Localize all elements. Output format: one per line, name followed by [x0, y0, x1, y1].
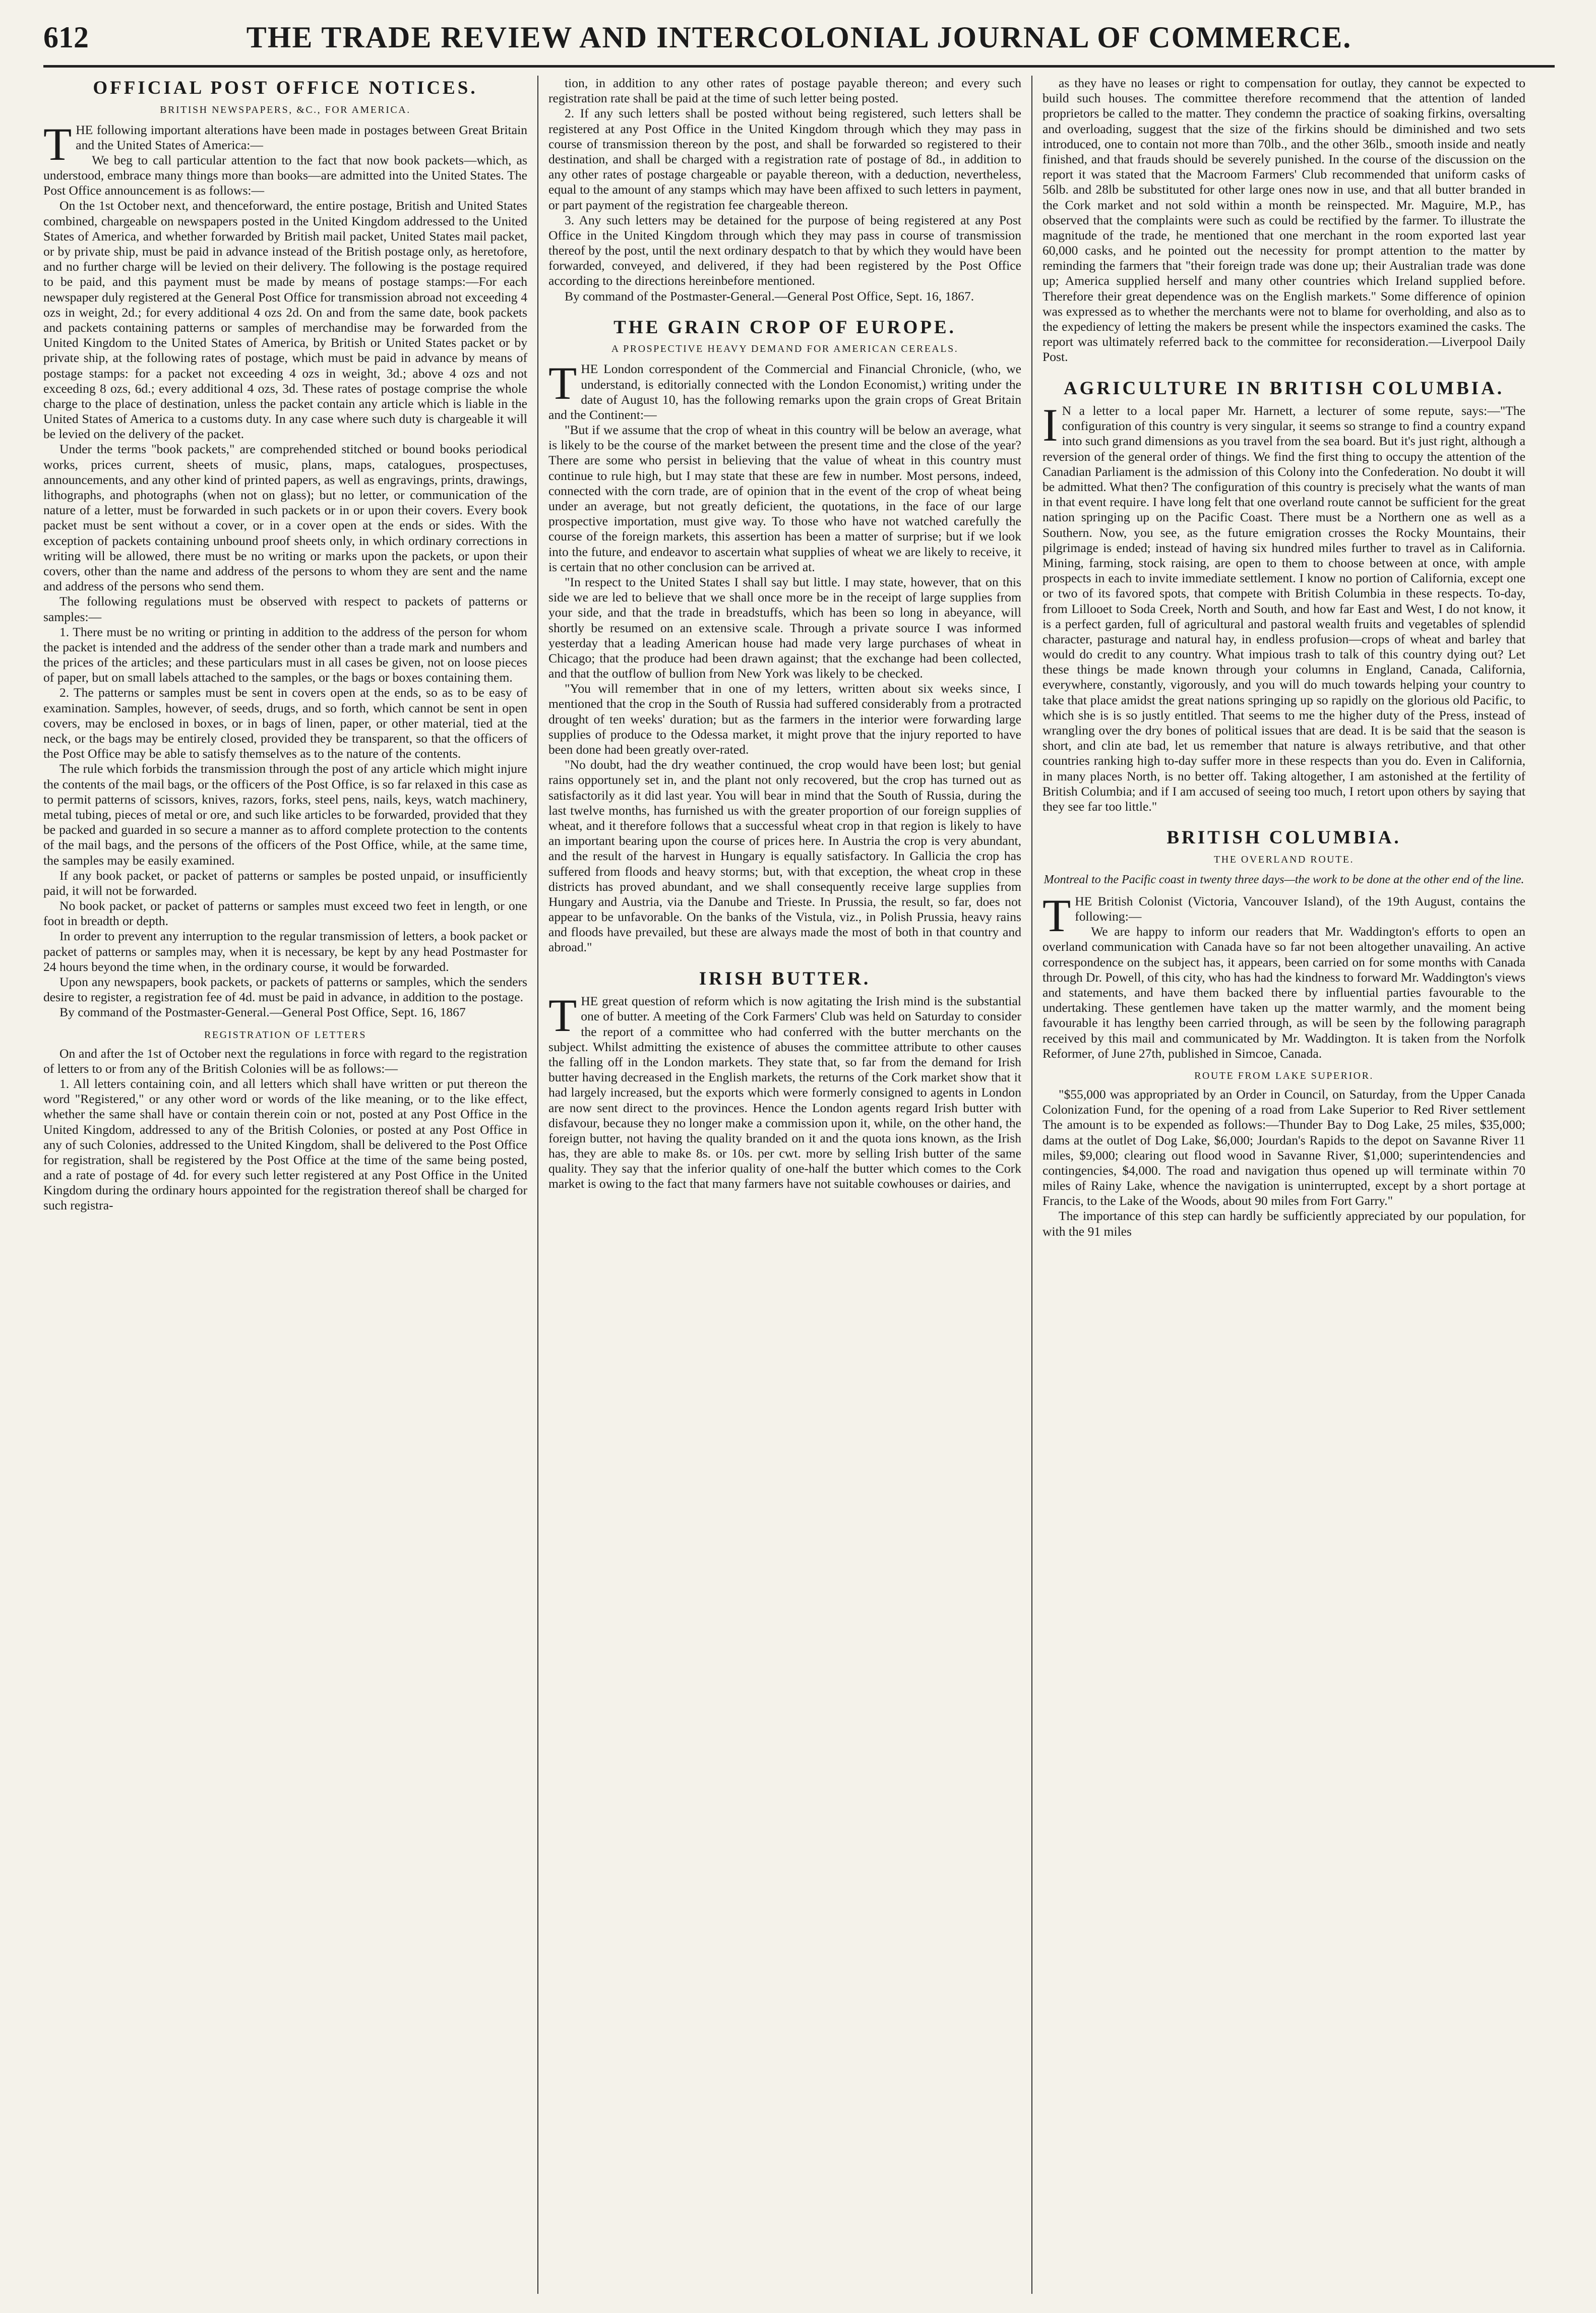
article-post-office [43, 78, 527, 1213]
article-subhead: REGISTRATION OF LETTERS [204, 1029, 366, 1041]
article-agriculture-bc [1042, 378, 1525, 815]
article-paragraph: No book packet, or packet of patterns or samples must exceed two feet in length, or one foot in breadth or depth. [43, 898, 527, 929]
article-paragraph: 2. If any such letters shall be posted without being registered, such letters shall be registered at any Post Office in the United Kingdom through which they may pass in course of transmission thereon by the post, and shall be forwarded so registered to their destination, and shall be charged with a registration rate of postage of 8d., in addition to any other rates of postage chargeable or payable thereon, with a deduction, nevertheless, equal to the amount of any stamps which may have been affixed to such letters in payment, or part payment of the registration fee chargeable thereon. [548, 106, 1021, 212]
article-paragraph: We beg to call particular attention to the fact that now book packets—which, as understood, embrace many things more than books—are admitted into the United States. The Post Office announcement is as follows:— [43, 152, 527, 198]
page-number: 612 [43, 21, 89, 54]
article-signoff: By command of the Postmaster-General.—General Post Office, Sept. 16, 1867. [565, 288, 974, 303]
article-paragraph: IN a letter to a local paper Mr. Harnett, a lecturer of some repute, says:—"The configuration of this country is very singular, it seems so strange to find a country expand into such grand dimensions as you travel from the sea board. But it's just right, although a reversion of the general order of things. We find the first thing to occupy the attention of the Canadian Parliament is the admission of this Colony into the Confederation. No doubt it will be admitted. What then? The configuration of this country is precisely what the wants of man in that event require. I have long felt that one overland route cannot be sufficient for the great nation springing up on the Pacific Coast. There must be a Northern one as well as a Southern. Now, you see, as the future emigration crosses the Rocky Mountains, their pilgrimage is ended; instead of having six hundred miles further to travel as in California. Mining, farming, stock raising, are open to them to choose between at once, with ample prospects in each to invite immediate settlement. I know no portion of California, except one or two of its favored spots, that compete with British Columbia in these respects. To-day, from Lillooet to Soda Creek, North and South, and how far East and West, I do not know, it is a perfect garden, full of agricultural and pastoral wealth fruits and vegetables of splendid character, pasturage and natural hay, in endless profusion—crops of wheat and barley that would do credit to any country. What impious trash to talk of this country dying out? Let these things be made known through your columns in England, Canada, California, everywhere, constantly, vigorously, and you will do much towards helping your country to take that place amidst the great nations springing up so rapidly on the glorious old Pacific, to which she is is so justly entitled. That seems to me the higher duty of the Press, instead of wrangling over the dry bones of political issues that are dead. It is be said that the season is short, and clin ate bad, let us remember that nature is always retributive, and that other countries ranking high to-day suffer more in these respects than you do. Even in California, in many places North, is no better off. Taking altogether, I am astonished at the fertility of British Columbia; and if I am accused of seeing too much, I retort upon others by saying that they see far too little." [1042, 399, 1525, 814]
article-headline: IRISH BUTTER. [699, 968, 871, 989]
article-paragraph: "No doubt, had the dry weather continued, the crop would have been lost; but genial rains opportunely set in, and the plant not only recovered, but the crop has turned out as satisfactorily as it did last year. You will bear in mind that the South of Russia, during the last twelve months, has furnished us with the greater proportion of our foreign supplies of wheat, and it therefore follows that a successful wheat crop in that region is likely to have an important bearing upon the course of prices here. In Austria the crop is very abundant, and the result of the harvest in Hungary is equally satisfactory. In Gallicia the crop has suffered from floods and heavy storms; but, with that exception, the wheat crop in these districts has proved abundant, and we shall consequently receive large supplies from Hungary and Austria, via the Danube and Trieste. In Prussia, the result, so far, does not appear to be unfavorable. On the banks of the Vistula, viz., in Polish Prussia, heavy rains and floods have prevailed, but these are always made the most of both in that country and abroad." [548, 757, 1021, 955]
article-paragraph: "But if we assume that the crop of wheat in this country will be below an average, what is likely to be the course of the market between the present time and the close of the year? There are some who persist in believing that the value of wheat in this country must continue to rule high, but I may state that these are few in number. Most persons, indeed, connected with the corn trade, are of opinion that in the event of the crop of wheat being under an average, but not greatly deficient, the quotations, in the face of our large prospective importation, must give way. To those who have not watched carefully the course of the foreign markets, this assertion has been a matter of surprise; but if we look into the future, and endeavor to ascertain what supplies of wheat we are likely to receive, it is certain that no other conclusion can be arrived at. [548, 422, 1021, 574]
masthead [43, 20, 1555, 68]
article-paragraph: 3. Any such letters may be detained for the purpose of being registered at any Post Office in the United Kingdom through which they may pass in course of transmission thereof by the post, until the next ordinary despatch to that by which they would have been forwarded, conveyed, and delivered, if they had been registered by the Post Office according to the directions hereinbefore mentioned. [548, 212, 1021, 288]
article-paragraph: Under the terms "book packets," are comprehended stitched or bound books periodical works, prices current, sheets of music, plans, maps, catalogues, prospectuses, announcements, and any other kind of printed papers, as well as engravings, prints, drawings, lithographs, and photographs (when not on glass); but no letter, or communication of the nature of a letter, must be forwarded in such packets or in or upon their covers. Every book packet must be sent without a cover, or in a cover open at the ends or sides. With the exception of packets containing unbound proof sheets only, in which ordinary corrections in writing will be allowed, there must be no writing or marks upon the packets, or upon their covers, other than the name and address of the persons to whom they are sent and the name and address of the persons who send them. [43, 442, 527, 594]
article-deck: A PROSPECTIVE HEAVY DEMAND FOR AMERICAN CEREALS. [611, 343, 959, 355]
article-paragraph: On and after the 1st of October next the regulations in force with regard to the registration of letters to or from any of the British Colonies will be as follows:— [43, 1046, 527, 1076]
article-paragraph: On the 1st October next, and thenceforward, the entire postage, British and United States combined, chargeable on newspapers posted in the United Kingdom addressed to the United States of America, and whether forwarded by British mail packet, United States mail packet, or by private ship, must be paid in advance instead of the British postage only, as heretofore, and no further charge will be levied on their delivery. The following is the postage required to be paid, and this payment must be made by means of postage stamps:—For each newspaper duly registered at the General Post Office for transmission abroad not exceeding 4 ozs in weight, 2d.; for every additional 4 ozs 2d. On and from the same date, book packets and packets containing patterns or samples of merchandise may be forwarded from the United Kingdom to the United States of America, by British or United States packet or by private ship, at the following rates of postage, which must be paid in advance by means of postage stamps: for a packet not exceeding 4 ozs in weight, 3d.; above 4 ozs and not exceeding 8 ozs, 6d.; every additional 4 ozs, 3d. These rates of postage comprise the whole charge to the place of destination, unless the packet contain any article which is liable in the United States of America to a customs duty. In any case where such duty is chargeable it will be levied on the delivery of the packet. [43, 198, 527, 442]
article-paragraph: "You will remember that in one of my letters, written about six weeks since, I mentioned that the crop in the South of Russia had suffered considerably from a protracted drought of ten weeks' duration; but as the farmers in the interior were forwarding large supplies of produce to the Odessa market, it might prove that the injury reported to have been done had been greatly over-rated. [548, 681, 1021, 757]
article-british-columbia [1042, 827, 1525, 1239]
column-1 [43, 76, 537, 2294]
article-deck: BRITISH NEWSPAPERS, &C., FOR AMERICA. [160, 104, 411, 115]
article-irish-butter [548, 968, 1021, 1192]
article-signoff: By command of the Postmaster-General.—General Post Office, Sept. 16, 1867 [59, 1005, 466, 1020]
article-paragraph: THE following important alterations have been made in postages between Great Britain and the United States of America:— [43, 118, 527, 170]
article-paragraph: as they have no leases or right to compensation for outlay, they cannot be expected to build such houses. The committee therefore recommend that the attention of landed proprietors be called to the matter. They condemn the practice of soaking firkins, oversalting and overloading, suggest that the size of the firkins should be diminished and two sets introduced, one to contain not more than 70lb., and the other 36lb., smooth inside and neatly finished, and that frauds should be severely punished. In the course of the discussion on the report it was stated that the Macroom Farmers' Club recommended that uniform casks of 56lb. and 28lb be substituted for other large ones now in use, and that all butter branded in the Cork market and not sold within a month be reinspected. Mr. Maguire, M.P., has observed that the complaints were such as could be rectified by the farmer. To illustrate the magnitude of the trade, he mentioned that one merchant in the room exported last year 60,000 casks, and he pointed out the necessity for prompt attention to the matter by reminding the farmers that "their foreign trade was done up; their Australian trade was done up; America supplied herself and many other countries which Ireland supplied before. Therefore their great dependence was on the English markets." Some difference of opinion was expressed as to whether the merchants were not to blame for overholding, and also as to the expediency of letting the makers be present while the inspectors examined the casks. The report was ultimately referred back to the committee for reconsideration.—Liverpool Daily Post. [1042, 76, 1525, 364]
article-paragraph: We are happy to inform our readers that Mr. Waddington's efforts to open an overland communication with Canada have so far not been altogether unavailing. An active correspondence on the subject has, it appears, been carried on for some months with Canada through Dr. Powell, of this city, who has had the kindness to forward Mr. Waddington's views and statements, and have them backed there by influential parties favourable to the undertaking. These gentlemen have taken up the matter warmly, and the moment being favourable it has lengthy been carried through, as will be seen by the following paragraph received by this mail and communicated by Mr. Waddington. It is taken from the Norfolk Reformer, of June 27th, published in Simcoe, Canada. [1042, 924, 1525, 1061]
article-paragraph: 1. There must be no writing or printing in addition to the address of the person for whom the packet is intended and the address of the sender other than a trade mark and numbers and the prices of the articles; and these particulars must in all cases be given, not on loose pieces of paper, but on small labels attached to the samples, or the bags or boxes containing them. [43, 624, 527, 685]
article-paragraph: The importance of this step can hardly be sufficiently appreciated by our population, for with the 91 miles [1042, 1208, 1525, 1239]
article-irish-butter-continued [1042, 76, 1525, 365]
article-paragraph: The following regulations must be observed with respect to packets of patterns or samples:— [43, 594, 527, 624]
article-paragraph: THE London correspondent of the Commercial and Financial Chronicle, (who, we understand, is editorially connected with the London Economist,) writing under the date of August 10, has the following remarks upon the grain crops of Great Britain and the Continent:— [548, 357, 1021, 422]
article-headline: THE GRAIN CROP OF EUROPE. [613, 317, 956, 338]
article-paragraph: THE great question of reform which is now agitating the Irish mind is the substantial one of butter. A meeting of the Cork Farmers' Club was held on Saturday to consider the report of a committee who had conferred with the butter merchants on the subject. Whilst admitting the existence of abuses the committee attribute to other causes the falling off in the London markets. They state that, so far from the demand for Irish butter having decreased in the English markets, the returns of the Cork market show that it had largely increased, but the exports which were formerly consigned to agents in London are now sent direct to the provinces. Hence the London agents regard Irish butter with disfavour, because they no longer make a commission upon it, while, on the other hand, the foreign butter, not having the quality branded on it and the quota ions known, as the Irish has, they are able to make 8s. or 10s. per cwt. more by selling Irish butter of the same quality. They say that the inferior quality of one-half the butter which comes to the Cork market is owing to the fact that many farmers have not suitable cowhouses or dairies, and [548, 990, 1021, 1191]
article-paragraph: The rule which forbids the transmission through the post of any article which might injure the contents of the mail bags, or the officers of the Post Office, is so far relaxed in this case as to permit patterns of scissors, knives, razors, forks, steel pens, nails, keys, watch machinery, metal tubing, pieces of metal or ore, and such like articles to be forwarded, provided that they be packed and guarded in so secure a manner as to afford complete protection to the contents of the mail bags, and the persons of the officers of the Post Office, while, at the same time, the samples may be easily examined. [43, 761, 527, 868]
article-paragraph: tion, in addition to any other rates of postage payable thereon; and every such registration rate shall be paid at the time of such letter being posted. [548, 76, 1021, 106]
article-paragraph: Upon any newspapers, book packets, or packets of patterns or samples, which the senders desire to register, a registration fee of 4d. must be paid in advance, in addition to the postage. [43, 975, 527, 1005]
column-2 [537, 76, 1031, 2294]
article-headline: OFFICIAL POST OFFICE NOTICES. [93, 78, 478, 98]
column-3 [1031, 76, 1525, 2294]
article-columns [43, 76, 1555, 2294]
article-paragraph: 1. All letters containing coin, and all letters which shall have written or put thereon the word "Registered," or any other word or words of the like meaning, or to the like effect, whether the same shall have or contain therein coin or not, posted at any Post Office in the United Kingdom, addressed to any of the British Colonies, or posted at any Post Office in any of such Colonies, addressed to the United Kingdom, shall be delivered to the Post Office for registration, shall be registered by the Post Office at the time of the same being posted, and a rate of postage of 4d. for every such letter registered at any Post Office in the United Kingdom during the ordinary hours appointed for the registration thereof shall be charged for such registra- [43, 1076, 527, 1213]
article-headline: BRITISH COLUMBIA. [1167, 827, 1401, 848]
article-post-office-continued [548, 76, 1021, 304]
article-deck: THE OVERLAND ROUTE. [1213, 854, 1355, 865]
article-headline: AGRICULTURE IN BRITISH COLUMBIA. [1063, 378, 1505, 399]
article-paragraph: "$55,000 was appropriated by an Order in Council, on Saturday, from the Upper Canada Colonization Fund, for the opening of a road from Lake Superior to Red River settlement The amount is to be expended as follows:—Thunder Bay to Dog Lake, 25 miles, $35,000; dams at the outlet of Dog Lake, $6,000; Jourdan's Rapids to the depot on Savanne River 11 miles, $9,000; clearing out flood wood in Savanne River, $1,000; superintendencies and contingencies, $4,000. The road and navigation thus opened up will terminate within 70 miles of Rainy Lake, whence the navigation is uninterrupted, except by a short portage at Francis, to the Lake of the Woods, about 90 miles from Fort Garry." [1042, 1086, 1525, 1208]
journal-title: THE TRADE REVIEW AND INTERCOLONIAL JOURNAL OF COMMERCE. [246, 21, 1352, 54]
article-grain-crop [548, 317, 1021, 955]
article-paragraph: 2. The patterns or samples must be sent in covers open at the ends, so as to be easy of examination. Samples, however, of seeds, drugs, and so forth, which cannot be sent in open covers, may be enclosed in boxes, or in bags of linen, paper, or other material, tied at the neck, or the bags may be entirely closed, provided they be transparent, so that the officers of the Post Office may be able to satisfy themselves as to the nature of the contents. [43, 685, 527, 761]
article-paragraph: If any book packet, or packet of patterns or samples be posted unpaid, or insufficiently paid, it will not be forwarded. [43, 868, 527, 898]
article-subhead: ROUTE FROM LAKE SUPERIOR. [1194, 1070, 1374, 1081]
article-paragraph: "In respect to the United States I shall say but little. I may state, however, that on this side we are led to believe that we shall once more be in the receipt of large supplies from your side, and that the trade in breadstuffs, which has been so long in abeyance, will shortly be resumed on an extensive scale. Through a private source I was informed yesterday that a leading American house had made very large purchases of wheat in Chicago; that the produce had been drawn against; that the exchange had been collected, and that the outflow of bullion from New York was likely to be checked. [548, 574, 1021, 681]
article-deck-italic: Montreal to the Pacific coast in twenty three days—the work to be done at the other end of the line. [1043, 873, 1524, 886]
article-paragraph: In order to prevent any interruption to the regular transmission of letters, a book packet or packet of patterns or samples may, when it is necessary, be kept by any head Postmaster for 24 hours beyond the time when, in the ordinary course, it would be forwarded. [43, 929, 527, 974]
article-paragraph: THE British Colonist (Victoria, Vancouver Island), of the 19th August, contains the following:— [1042, 889, 1525, 941]
